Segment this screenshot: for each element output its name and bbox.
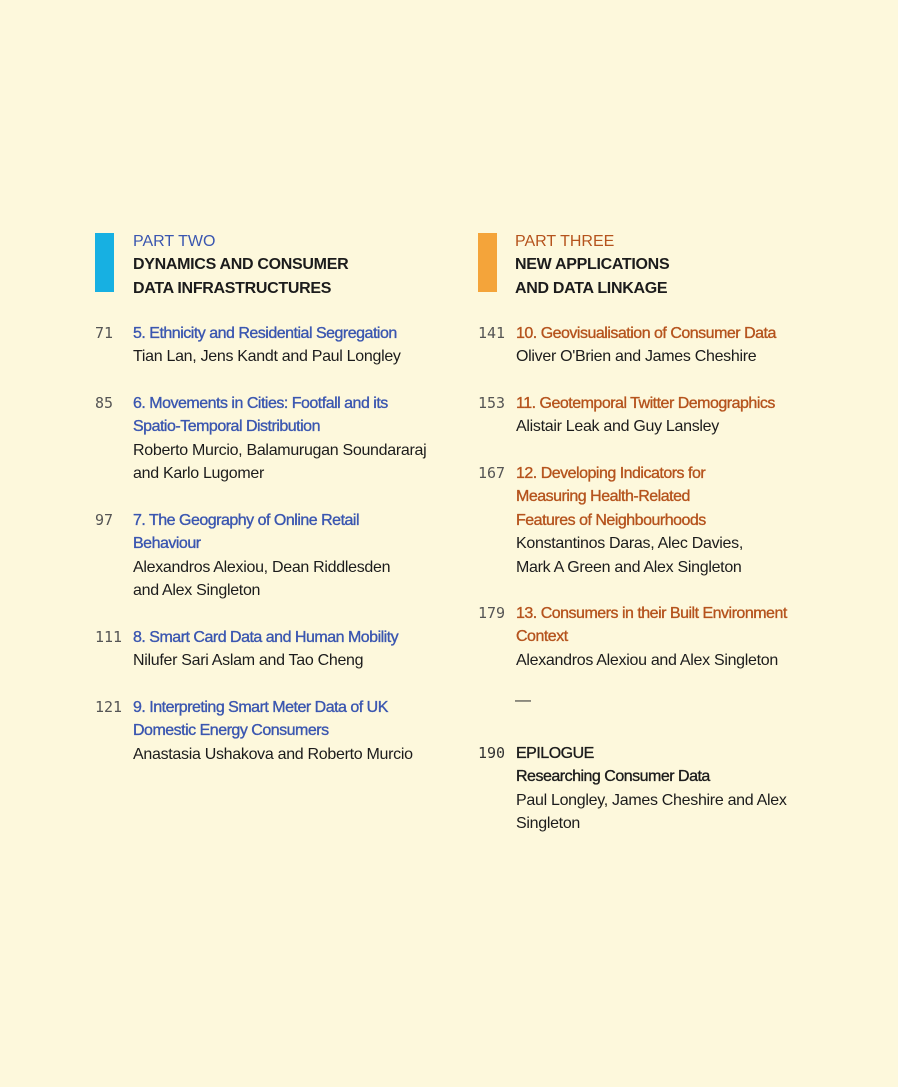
chapter-title: 7. The Geography of Online Retail Behaviour [133, 512, 360, 553]
page-number: 71 [95, 324, 114, 342]
part-two-heading [133, 230, 348, 300]
page-number: 190 [478, 744, 506, 762]
part-three-title: NEW APPLICATIONS AND DATA LINKAGE [515, 256, 670, 297]
chapter-title: 11. Geotemporal Twitter Demographics [516, 395, 775, 412]
chapter-title: 9. Interpreting Smart Meter Data of UK Domestic Energy Consumers [133, 699, 388, 740]
chapter-title: 6. Movements in Cities: Footfall and its Spatio-Temporal Distribution [133, 395, 388, 436]
chapter-title: 8. Smart Card Data and Human Mobility [133, 629, 399, 646]
part-three-color-bar [478, 233, 497, 292]
chapter-authors: Tian Lan, Jens Kandt and Paul Longley [133, 348, 401, 366]
page-number: 111 [95, 628, 123, 646]
chapter-authors: Konstantinos Daras, Alec Davies, Mark A Green and Alex Singleton [516, 535, 743, 576]
epilogue-label: EPILOGUE [516, 745, 594, 762]
chapter-authors: Oliver O'Brien and James Cheshire [516, 348, 757, 366]
chapter-title: 5. Ethnicity and Residential Segregation [133, 325, 397, 342]
page-number: 141 [478, 324, 506, 342]
epilogue-title: Researching Consumer Data [516, 768, 710, 786]
epilogue-authors: Paul Longley, James Cheshire and Alex Singleton [516, 791, 787, 833]
page-number: 153 [478, 394, 506, 412]
chapter-authors: Alistair Leak and Guy Lansley [516, 418, 719, 436]
chapter-authors: Anastasia Ushakova and Roberto Murcio [133, 745, 413, 763]
page-number: 85 [95, 394, 114, 412]
chapter-authors: Alexandros Alexiou and Alex Singleton [516, 651, 778, 669]
chapter-authors: Alexandros Alexiou, Dean Riddlesden and Alex Singleton [133, 558, 391, 600]
part-three-heading [515, 230, 669, 300]
chapter-authors: Roberto Murcio, Balamurugan Soundararaj and Karlo Lugomer [133, 441, 427, 483]
part-three-label: PART THREE [515, 233, 615, 250]
chapter-title: 12. Developing Indicators for Measuring Health-Related Features of Neighbourhoods [516, 465, 706, 529]
page-number: 121 [95, 698, 123, 716]
section-separator: — [515, 692, 531, 709]
part-two-color-bar [95, 233, 114, 292]
part-two-label: PART TWO [133, 233, 216, 250]
page-number: 97 [95, 511, 114, 529]
chapter-title: 13. Consumers in their Built Environment Context [516, 605, 787, 646]
page-number: 179 [478, 604, 506, 622]
page-number: 167 [478, 464, 506, 482]
part-two-title: DYNAMICS AND CONSUMER DATA INFRASTRUCTURES [133, 256, 349, 297]
chapter-authors: Nilufer Sari Aslam and Tao Cheng [133, 652, 364, 670]
chapter-title: 10. Geovisualisation of Consumer Data [516, 325, 776, 342]
